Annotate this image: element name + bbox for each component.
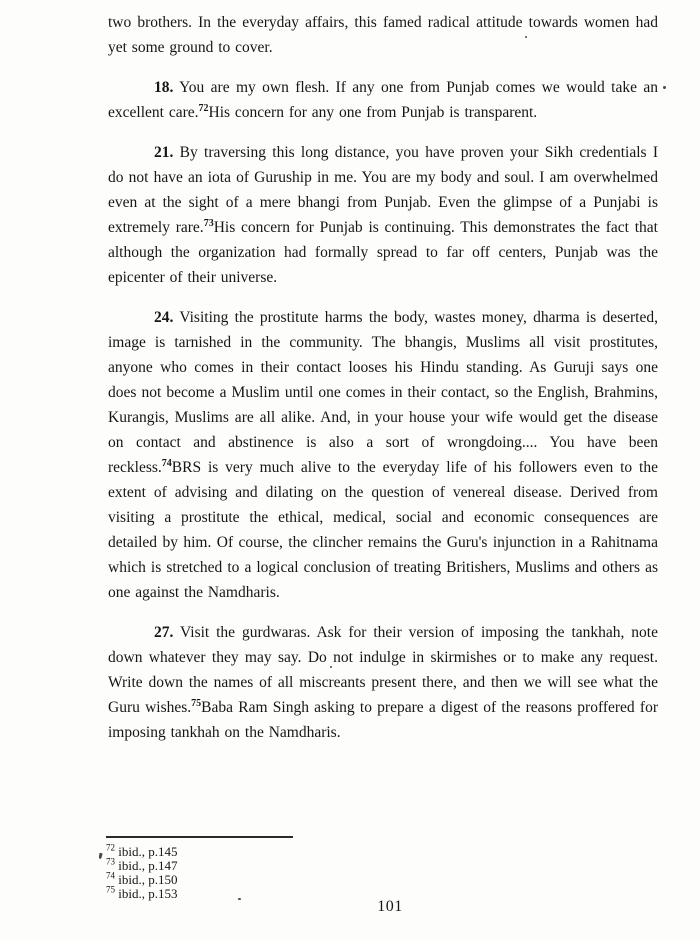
page-number: 101 xyxy=(377,898,403,915)
text-block xyxy=(108,10,658,760)
footnote-marker: 74 xyxy=(106,870,115,881)
footnote-rule xyxy=(106,836,293,838)
scan-artifact xyxy=(330,666,332,668)
paragraph: 27. Visit the gurdwaras. Ask for their version of imposing the tankhah, note down whatever they may say. Do not indulge in skirmishes or to make any request. Write down the names of all miscreants present there, and then we will see what the Guru wishes.$^{75}$Baba Ram Singh asking to prepare a digest of the reasons proffered for imposing tankhah on the Namdharis. xyxy=(108,624,658,741)
footnote-marker: 73 xyxy=(106,856,115,867)
paragraph: two brothers. In the everyday affairs, this famed radical attitude towards women had yet some ground to cover. xyxy=(108,14,658,56)
footnote-list xyxy=(106,842,656,901)
paragraph-number: 18. xyxy=(154,79,174,96)
scan-artifact xyxy=(238,898,241,900)
paragraph-number: 21. xyxy=(154,144,174,161)
footnote-text: ibid., p.145 xyxy=(115,844,178,859)
footnote-block xyxy=(106,836,656,901)
scan-artifact xyxy=(663,86,666,89)
footnote xyxy=(106,842,656,859)
footnote xyxy=(106,870,656,887)
footnote-reference: 75 xyxy=(191,697,202,709)
footnote-text: ibid., p.147 xyxy=(115,858,178,873)
footnote-reference: 72 xyxy=(198,102,209,114)
footnote-reference: 74 xyxy=(161,457,172,469)
scan-artifact xyxy=(525,36,527,38)
footnote-marker: 72 xyxy=(106,842,115,853)
paragraph: 21. By traversing this long distance, you have proven your Sikh credentials I do not have an iota of Guruship in me. You are my body and soul. I am overwhelmed even at the sight of a mere bhangi from Punjab. Even the glimpse of a Punjabi is extremely rare.$^{73}$His concern for Punjab is continuing. This demonstrates the fact that although the organization had formally spread to far off centers, Punjab was the epicenter of their universe. xyxy=(108,144,658,286)
paragraph-number: 27. xyxy=(154,624,174,641)
footnote xyxy=(106,856,656,873)
footnote-text: ibid., p.153 xyxy=(115,886,178,901)
paragraph: 24. Visiting the prostitute harms the body, wastes money, dharma is deserted, image is tarnished in the community. The bhangis, Muslims all visit prostitutes, anyone who comes in their contact looses his Hindu standing. As Guruji says one does not become a Muslim until one comes in their contact, so the English, Brahmins, Kurangis, Muslims are all alike. And, in your house your wife would get the disease on contact and abstinence is also a sort of wrongdoing.... You have been reckless.$^{74}$BRS is very much alive to the everyday life of his followers even to the extent of advising and dilating on the question of venereal disease. Derived from visiting a prostitute the ethical, medical, social and economic consequences are detailed by him. Of course, the clincher remains the Guru's injunction in a Rahitnama which is stretched to a logical conclusion of treating Britishers, Muslims and others as one against the Namdharis. xyxy=(108,309,658,601)
scan-artifact xyxy=(98,853,102,859)
footnote-reference: 73 xyxy=(203,217,214,229)
paragraph: 18. You are my own flesh. If any one from Punjab comes we would take an excellent care.$^{72}$His concern for any one from Punjab is transparent. xyxy=(108,79,658,121)
footnote-text: ibid., p.150 xyxy=(115,872,178,887)
footnote-marker: 75 xyxy=(106,884,115,895)
paragraph-number: 24. xyxy=(154,309,174,326)
